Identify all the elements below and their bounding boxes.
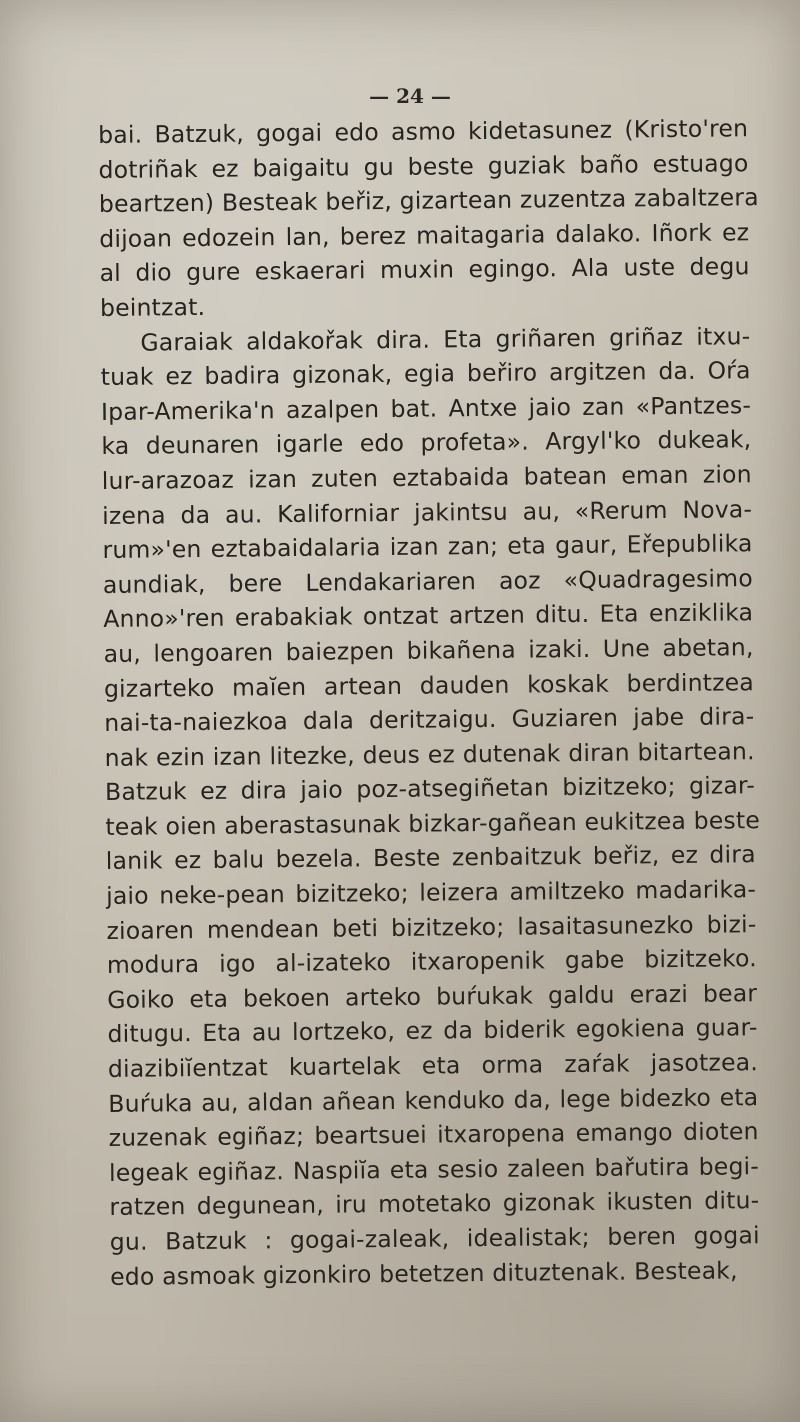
text-line: jaio neke-pean bizitzeko; leizera amiltzeko madarika-: [106, 875, 757, 911]
paragraph: [100, 319, 760, 1294]
text-line: beartzen) Besteak beřiz, gizartean zuzentza zabaltzera: [98, 183, 759, 219]
text-line: gu. Batzuk : gogai-zaleak, idealistak; beren gogai: [109, 1221, 760, 1256]
text-line: Garaiak aldakořak dira. Eta griñaren griñaz itxu-: [140, 321, 751, 357]
text-line: Buŕuka au, aldan añean kenduko da, lege bidezko eta: [108, 1082, 759, 1118]
text-line: ka deunaren igarle edo profeta». Argyl'ko dukeak,: [101, 425, 752, 461]
text-line: nak ezin izan litezke, deus ez dutenak diran bitartean.: [104, 736, 755, 772]
text-line: teak oien aberastasunak bizkar-gañean eukitzea beste: [105, 805, 761, 841]
text-line: aundiak, bere Lendakariaren aoz «Quadragesimo: [102, 563, 753, 599]
text-line: gizarteko maĭen artean dauden koskak berdintzea: [103, 667, 755, 703]
text-line: Ipar-Amerika'n azalpen bat. Antxe jaio zan «Pantzes-: [100, 390, 752, 426]
text-line: Batzuk ez dira jaio poz-atsegiñetan bizitzeko; gizar-: [104, 771, 756, 807]
text-line: beintzat.: [99, 292, 206, 322]
text-line: al dio gure eskaerari muxin egingo. Ala uste degu: [99, 252, 750, 288]
text-line: lanik ez balu bezela. Beste zenbaitzuk beřiz, ez dira: [105, 840, 756, 876]
text-line: bai. Batzuk, gogai edo asmo kidetasunez (Kristo'ren: [98, 114, 749, 149]
text-line: zuzenak egiñaz; beartsuei itxaropena emango dioten: [108, 1117, 759, 1153]
text-line: zioaren mendean beti bizitzeko; lasaitasunezko bizi-: [106, 909, 757, 945]
text-line: dotriñak ez baigaitu gu beste guziak baño estuago: [98, 148, 749, 184]
text-line: Goiko eta bekoen arteko buŕukak galdu erazi bear: [107, 978, 758, 1014]
text-line: dijoan edozein lan, berez maitagaria dalako. Iñork ez: [99, 217, 750, 253]
body-text: [98, 111, 760, 1294]
text-line: izena da au. Kaliforniar jakintsu au, «Rerum Nova-: [102, 494, 753, 530]
text-line: edo asmoak gizonkiro betetzen dituztenak. Besteak,: [109, 1255, 738, 1291]
text-line: ratzen degunean, iru motetako gizonak ikusten ditu-: [109, 1186, 760, 1222]
text-line: nai-ta-naiezkoa dala deritzaigu. Guziaren jabe dira-: [104, 702, 755, 738]
text-line: tuak ez badira gizonak, egia beřiro argitzen da. Oŕa: [100, 356, 751, 392]
text-line: au, lengoaren baiezpen bikañena izaki. Une abetan,: [103, 633, 754, 668]
text-line: diazibiĭentzat kuartelak eta orma zaŕak jasotzea.: [107, 1048, 759, 1083]
text-line: legeak egiñaz. Naspiĭa eta sesio zaleen bařutira begi-: [108, 1151, 760, 1187]
text-line: lur-arazoaz izan zuten eztabaida batean eman zion: [101, 460, 752, 495]
text-line: rum»'en eztabaidalaria izan zan; eta gaur, Eřepublika: [102, 529, 753, 565]
text-line: Anno»'ren erabakiak ontzat artzen ditu. Eta enziklika: [103, 598, 754, 634]
text-line: modura igo al-izateko itxaropenik gabe bizitzeko.: [106, 944, 757, 980]
text-line: ditugu. Eta au lortzeko, ez da biderik egokiena guar-: [107, 1013, 758, 1049]
paragraph: [98, 111, 759, 325]
page-number: — 24 —: [369, 84, 451, 108]
